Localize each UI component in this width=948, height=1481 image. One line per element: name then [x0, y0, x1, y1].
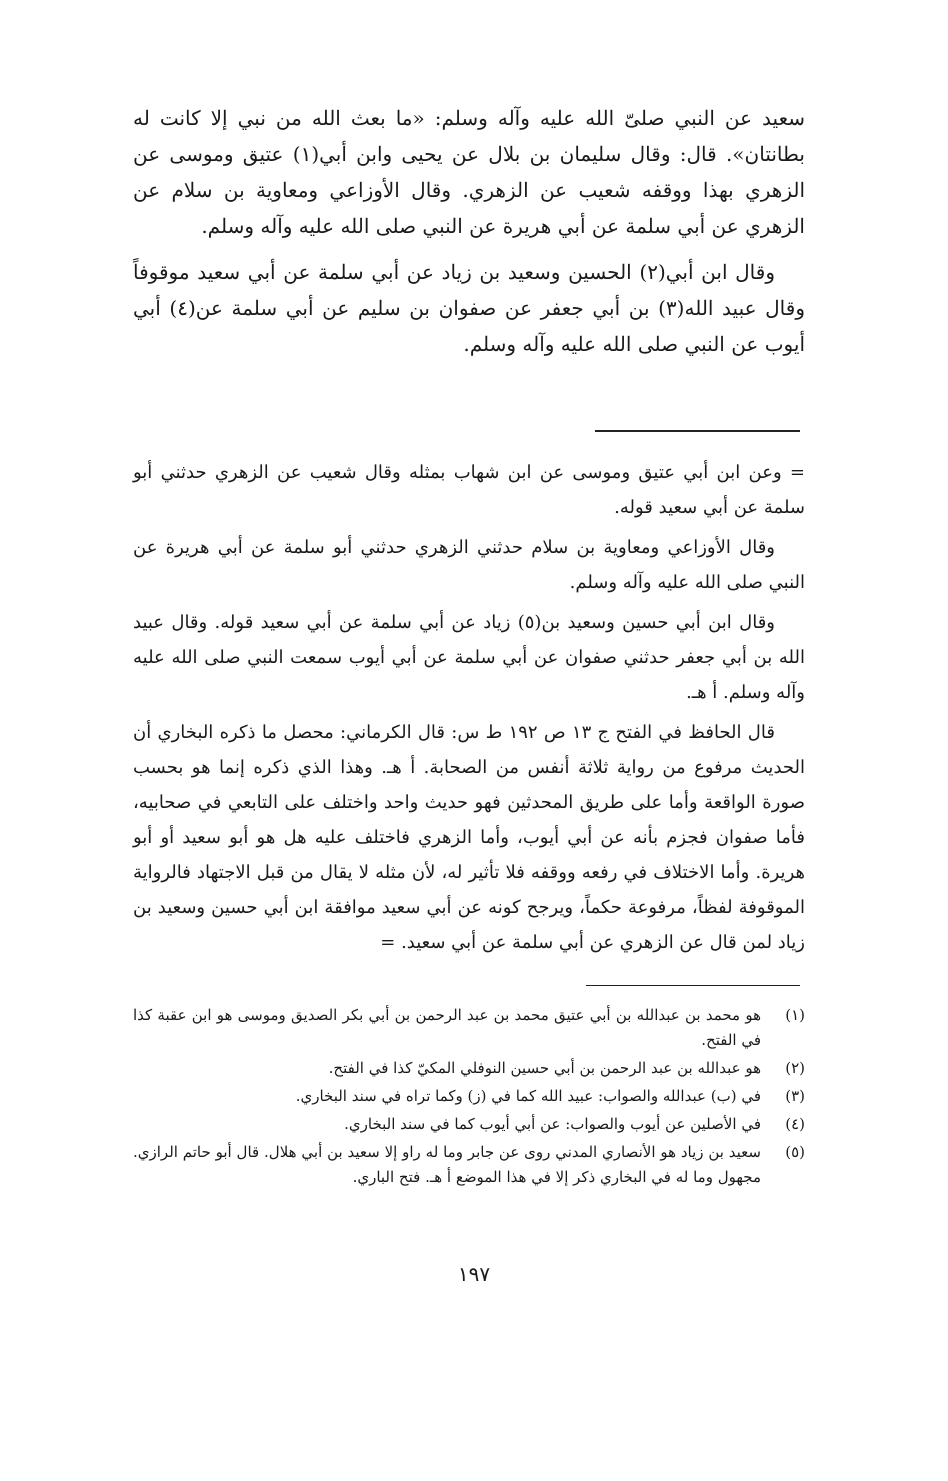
page-number: ١٩٧ [457, 1262, 491, 1286]
footnote-number: (١) [785, 1006, 805, 1024]
footnote-text: هو عبدالله بن عبد الرحمن بن أبي حسين النوفلي المكيّ كذا في الفتح. [328, 1059, 761, 1077]
footnote-text: في الأصلين عن أيوب والصواب: عن أبي أيوب كما في سند البخاري. [344, 1115, 761, 1133]
main-text [133, 100, 805, 362]
commentary-paragraph-1: = وعن ابن أبي عتيق وموسى عن ابن شهاب بمثله وقال شعيب عن الزهري حدثني أبو سلمة عن أبي سعيد قوله. [133, 462, 805, 518]
footnote-text: في (ب) عبدالله والصواب: عبيد الله كما في (ز) وكما تراه في سند البخاري. [295, 1087, 761, 1105]
footnote-number: (٢) [785, 1059, 805, 1077]
footnote-2 [133, 1056, 805, 1081]
main-paragraph-2: وقال ابن أبي(٢) الحسين وسعيد بن زياد عن أبي سلمة عن أبي سعيد موقوفاً وقال عبيد الله(٣) بن أبي جعفر عن صفوان بن سليم عن أبي سلمة عن(٤) أبي أيوب عن النبي صلى الله عليه وآله وسلم. [133, 260, 805, 356]
footnote-number: (٤) [785, 1115, 805, 1133]
footnote-text: هو محمد بن عبدالله بن أبي عتيق محمد بن عبد الرحمن بن أبي بكر الصديق وموسى هو ابن عقبة كذا في الفتح. [133, 1006, 761, 1049]
footnote-4 [133, 1112, 805, 1137]
commentary-paragraph-3: وقال ابن أبي حسين وسعيد بن(٥) زياد عن أبي سلمة عن أبي سعيد قوله. وقال عبيد الله بن أبي جعفر حدثني صفوان عن أبي سلمة عن أبي أيوب سمعت النبي صلى الله عليه وآله وسلم. أ هـ. [133, 612, 805, 703]
footnote-number: (٣) [785, 1087, 805, 1105]
footnote-5 [133, 1140, 805, 1190]
footnotes [133, 1003, 805, 1193]
main-paragraph-1: سعيد عن النبي صلىّ الله عليه وآله وسلم: «ما بعث الله من نبي إلا كانت له بطانتان». قال: وقال سليمان بن بلال عن يحيى وابن أبي(١) عتيق وموسى عن الزهري بهذا ووقفه شعيب عن الزهري. وقال الأوزاعي ومعاوية بن سلام عن الزهري عن أبي سلمة عن أبي هريرة عن النبي صلى الله عليه وآله وسلم. [133, 106, 805, 238]
footnote-3 [133, 1084, 805, 1109]
main-separator-line [595, 430, 800, 432]
footnote-text: سعيد بن زياد هو الأنصاري المدني روى عن جابر وما له راو إلا سعيد بن أبي هلال. قال أبو حاتم الرازي. مجهول وما له في البخاري ذكر إلا في هذا الموضع أ هـ. فتح الباري. [133, 1143, 761, 1186]
commentary-paragraph-4: قال الحافظ في الفتح ج ١٣ ص ١٩٢ ط س: قال الكرماني: محصل ما ذكره البخاري أن الحديث مرفوع من رواية ثلاثة أنفس من الصحابة. أ هـ. وهذا الذي ذكره إنما هو بحسب صورة الواقعة وأما على طريق المحدثين فهو حديث واحد واختلف على التابعي في صحابيه، فأما صفوان فجزم بأنه عن أبي أيوب، وأما الزهري فاختلف عليه هل هو أبو سعيد أو أبو هريرة. وأما الاختلاف في رفعه ووقفه فلا تأثير له، لأن مثله لا يقال من قبل الاجتهاد فالرواية الموقوفة لفظاً، مرفوعة حكماً، ويرجح كونه عن أبي سعيد موافقة ابن أبي حسين وسعيد بن زياد لمن قال عن الزهري عن أبي سلمة عن أبي سعيد. = [133, 722, 805, 953]
footnote-1 [133, 1003, 805, 1053]
footnote-separator-line [586, 985, 800, 986]
commentary-text [133, 455, 805, 960]
commentary-paragraph-2: وقال الأوزاعي ومعاوية بن سلام حدثني الزهري حدثني أبو سلمة عن أبي هريرة عن النبي صلى الله عليه وآله وسلم. [133, 537, 805, 593]
footnote-number: (٥) [785, 1143, 805, 1161]
